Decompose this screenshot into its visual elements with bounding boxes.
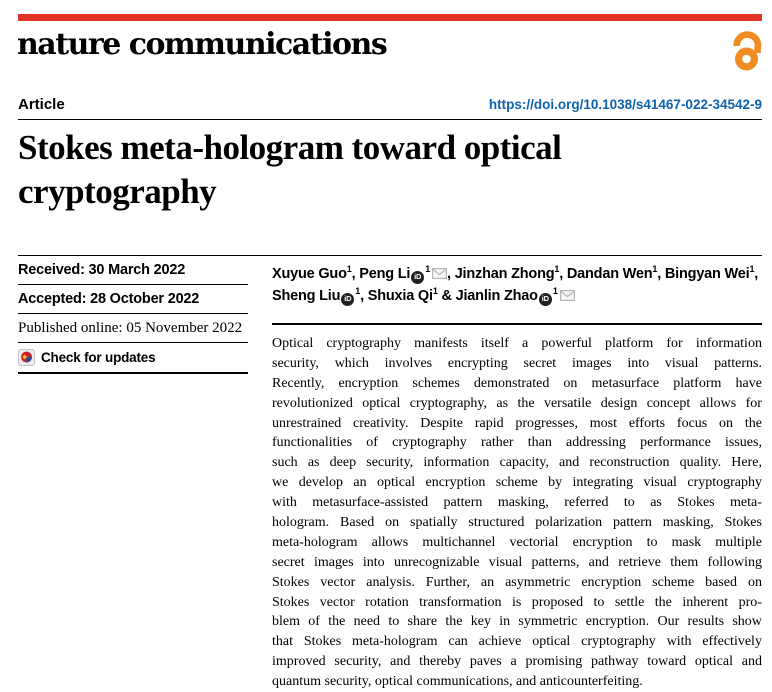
page-title: Stokes meta-hologram toward optical cryptography	[18, 128, 562, 211]
abstract-line: hologram. Based on spatially structured polarization pattern masking, Stokes	[272, 515, 762, 531]
affiliation-superscript: 1	[749, 264, 755, 275]
affiliation-superscript: 1	[425, 264, 431, 275]
author-name: Sheng Liu	[272, 288, 341, 304]
brand-bar	[18, 14, 762, 21]
abstract-text	[272, 336, 762, 692]
published-date-label: Published online: 05 November 2022	[18, 319, 243, 336]
author	[368, 288, 438, 304]
open-access-icon	[730, 27, 762, 76]
metadata-sidebar	[18, 256, 248, 692]
main-content	[18, 255, 762, 692]
author-name: Xuyue Guo	[272, 266, 347, 282]
affiliation-superscript: 1	[652, 264, 658, 275]
article-body-column	[272, 256, 762, 692]
author	[567, 266, 657, 282]
abstract-line: improved security, and thereby paves a promising pathway toward optical and	[272, 654, 762, 670]
check-for-updates-row[interactable]	[18, 343, 248, 374]
abstract-line: with metasurface-assisted pattern masking, referred to as Stokes meta-	[272, 495, 762, 511]
email-icon[interactable]	[558, 288, 575, 304]
author	[272, 266, 352, 282]
author	[359, 266, 447, 282]
author-name: Dandan Wen	[566, 266, 653, 282]
article-header-row	[18, 96, 762, 113]
author-list: Xuyue Guo$^1$, Peng Li $iD^1$ , Jinzhan Zhong$^1$, Dandan Wen$^1$, Bingyan Wei$^1$, Sheng Liu $iD^1$, Shuxia Qi$^1$ & Jianlin Zhao $iD^1$	[272, 256, 762, 325]
orcid-icon[interactable]: iD	[341, 293, 354, 306]
affiliation-superscript: 1	[554, 264, 560, 275]
abstract-line: we develop an optical encryption scheme by integrating visual cryptography	[272, 475, 762, 491]
published-date-row	[18, 314, 248, 343]
author	[665, 266, 754, 282]
affiliation-superscript: 1	[552, 286, 558, 297]
author	[456, 288, 575, 304]
abstract-line: that Stokes meta-hologram can achieve optical cryptography with effectively	[272, 634, 762, 650]
received-date-row	[18, 256, 248, 285]
abstract-line: functionalities of cryptography rather than addressing performance issues,	[272, 435, 762, 451]
orcid-icon[interactable]: iD	[539, 293, 552, 306]
check-for-updates-label: Check for updates	[41, 350, 156, 365]
crossmark-icon	[18, 349, 35, 366]
author-name: Peng Li	[359, 266, 411, 282]
abstract-line: Recently, encryption schemes demonstrated on metasurface platform have	[272, 375, 762, 391]
abstract-line: Optical cryptography manifests itself a powerful platform for information	[272, 336, 762, 351]
abstract-line: such as deep security, information capacity, and reconstruction quality. Here,	[272, 455, 762, 471]
abstract-line: quantum security, optical communications, and anticounterfeiting.	[272, 674, 643, 690]
affiliation-superscript: 1	[355, 286, 361, 297]
abstract-line: revolutionized optical cryptography, as the versatile design concept allows for	[272, 395, 762, 411]
affiliation-superscript: 1	[346, 264, 352, 275]
abstract-line: security, which involves encrypting secret images into visual patterns.	[272, 355, 762, 371]
author-name: Jinzhan Zhong	[454, 266, 555, 282]
accepted-date-row	[18, 285, 248, 314]
abstract-line: Stokes vector rotation transformation is proposed to settle the inherent pro-	[272, 594, 762, 610]
header-divider	[18, 119, 762, 120]
orcid-icon[interactable]: iD	[411, 271, 424, 284]
received-date-label: Received: 30 March 2022	[18, 262, 186, 278]
abstract-line: unrestrained creativity. Despite rapid progresses, most efforts focus on the	[272, 415, 762, 431]
author-name: Shuxia Qi	[367, 288, 433, 304]
accepted-date-label: Accepted: 28 October 2022	[18, 291, 200, 307]
abstract-line: meta-hologram allows multichannel vectorial encryption to mask multiple	[272, 534, 762, 550]
author	[455, 266, 560, 282]
abstract-line: blem of the need to share the key in symmetric encryption. Our results show	[272, 614, 762, 630]
email-icon[interactable]	[430, 266, 447, 282]
abstract-line: secret images into unrecognizable visual patterns, and retrieve them following	[272, 554, 762, 570]
author-name: Bingyan Wei	[664, 266, 750, 282]
affiliation-superscript: 1	[432, 286, 438, 297]
article-type-label: Article	[18, 96, 65, 113]
doi-link[interactable]: https://doi.org/10.1038/s41467-022-34542-9	[488, 97, 762, 112]
journal-logo: nature communications	[17, 27, 387, 62]
abstract-line: Stokes vector analysis. Further, an asymmetric encryption scheme based on	[272, 574, 762, 590]
author	[272, 288, 360, 304]
author-name: Jianlin Zhao	[455, 288, 538, 304]
